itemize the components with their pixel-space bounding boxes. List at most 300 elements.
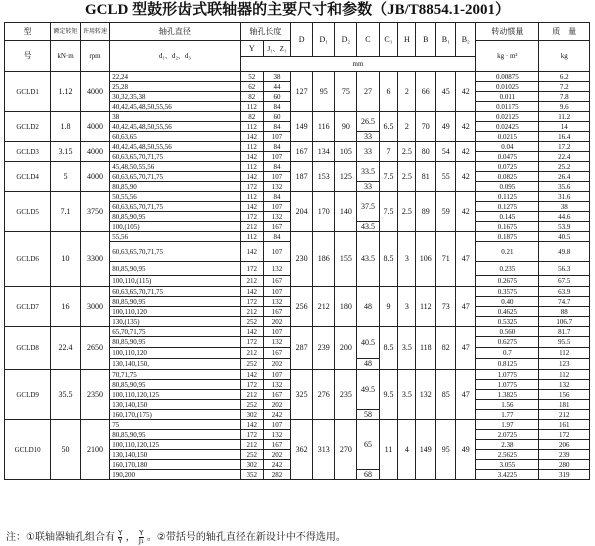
dim-B-cell: 81 [416,162,436,192]
hdr-torque-unit: kN·m [51,41,80,72]
length-j1-cell: 84 [263,232,290,242]
inertia-cell: 0.04 [476,142,539,152]
bore-diameter-cell: 65,70,71,75 [110,327,240,337]
fraction-denominator: J₁ [138,536,144,545]
hdr-speed: 许用转速 [80,23,109,41]
dim-H-cell: 2 [398,72,416,112]
length-j1-cell: 132 [263,182,290,192]
length-j1-cell: 84 [263,192,290,202]
table-row [5,72,590,82]
bore-diameter-cell: 80,85,90,95 [110,262,240,276]
bore-diameter-cell: 22,24 [110,72,240,82]
mass-cell: 212 [539,410,590,420]
torque-cell: 3.15 [51,142,80,162]
dim-D1-cell: 134 [313,142,335,162]
table-row [5,327,590,337]
inertia-cell: 0.02125 [476,112,539,122]
dim-B2-cell: 49 [456,420,476,480]
dim-C-cell: 43.5 [357,232,379,287]
length-j1-cell: 167 [263,222,290,232]
hdr-B1: B₁ [436,23,456,57]
table-row [5,232,590,242]
inertia-cell: 1.97 [476,420,539,430]
inertia-cell: 0.00875 [476,72,539,82]
hdr-speed-unit: rpm [80,41,109,72]
table-row [5,370,590,380]
dim-D-cell: 167 [291,142,313,162]
dimension-table [4,22,590,480]
dim-B2-cell: 42 [456,142,476,162]
footnote-prefix: 注：①联轴器轴孔组合有 [6,532,115,543]
bore-diameter-cell: 60,63,65 [110,132,240,142]
length-y-cell: 142 [240,287,263,297]
length-j1-cell: 107 [263,132,290,142]
torque-cell: 7.1 [51,192,80,232]
inertia-cell: 0.4625 [476,307,539,317]
inertia-cell: 1.0775 [476,380,539,390]
inertia-cell: 0.7 [476,348,539,359]
length-y-cell: 112 [240,142,263,152]
dim-B-cell: 80 [416,142,436,162]
mass-cell: 53.9 [539,222,590,232]
inertia-cell: 0.0825 [476,172,539,182]
mass-cell: 31.6 [539,192,590,202]
hdr-torque: 额定转矩 [51,23,80,41]
length-y-cell: 142 [240,420,263,430]
dim-B-cell: 89 [416,192,436,232]
dim-D1-cell: 170 [313,192,335,232]
mass-cell: 181 [539,400,590,410]
mass-cell: 26.4 [539,172,590,182]
dim-H-cell: 3 [398,287,416,327]
length-y-cell: 52 [240,72,263,82]
hdr-D2: D₂ [335,23,357,57]
inertia-cell: 0.3575 [476,287,539,297]
dim-B1-cell: 95 [436,420,456,480]
dim-D-cell: 187 [291,162,313,192]
length-j1-cell: 132 [263,380,290,390]
inertia-cell: 0.0215 [476,132,539,142]
footnote-suffix: 。②带括号的轴孔直径在新设计中不得选用。 [146,532,346,543]
dim-B1-cell: 55 [436,162,456,192]
mass-cell: 22.4 [539,152,590,162]
length-j1-cell: 107 [263,202,290,212]
mass-cell: 6.2 [539,72,590,82]
dim-C-cell: 33 [357,182,379,192]
mass-cell: 106.7 [539,317,590,327]
hdr-model: 型 [5,23,51,41]
length-j1-cell: 60 [263,92,290,102]
mass-cell: 74.7 [539,297,590,307]
dim-B-cell: 106 [416,232,436,287]
dim-D-cell: 287 [291,327,313,370]
length-y-cell: 172 [240,262,263,276]
dim-D2-cell: 90 [335,112,357,142]
hdr-inertia-unit: kg · m² [476,41,539,72]
length-y-cell: 142 [240,132,263,142]
mass-cell: 95.5 [539,337,590,348]
length-j1-cell: 84 [263,162,290,172]
hdr-length: 轴孔长度 [240,23,290,41]
mass-cell: 35.6 [539,182,590,192]
bore-diameter-cell: 50,55,56 [110,192,240,202]
length-j1-cell: 84 [263,122,290,132]
inertia-cell: 1.56 [476,400,539,410]
length-y-cell: 172 [240,182,263,192]
hdr-bore-sub: d₁、d₂、d₃ [110,41,240,72]
dim-D2-cell: 200 [335,327,357,370]
speed-cell: 4000 [80,142,109,162]
length-y-cell: 252 [240,450,263,460]
length-j1-cell: 167 [263,440,290,450]
bore-diameter-cell: 45,48,50,55,56 [110,162,240,172]
footnote [6,528,346,545]
torque-cell: 35.5 [51,370,80,420]
inertia-cell: 0.2675 [476,276,539,287]
page-title: GCLD 型鼓形齿式联轴器的主要尺寸和参数（JB/T8854.1-2001） [84,2,510,18]
model-cell: GCLD9 [5,370,51,420]
speed-cell: 3750 [80,192,109,232]
dim-D-cell: 362 [291,420,313,480]
dim-B1-cell: 85 [436,370,456,420]
dim-C-cell: 26.5 [357,112,379,132]
dim-D2-cell: 270 [335,420,357,480]
bore-diameter-cell: 80,85,90,95 [110,212,240,222]
dim-B1-cell: 73 [436,287,456,327]
length-j1-cell: 132 [263,430,290,440]
speed-cell: 2350 [80,370,109,420]
length-j1-cell: 107 [263,242,290,262]
dim-B1-cell: 54 [436,142,456,162]
inertia-cell: 3.4225 [476,470,539,480]
mass-cell: 132 [539,380,590,390]
dim-H-cell: 2 [398,112,416,142]
inertia-cell: 0.01175 [476,102,539,112]
length-j1-cell: 132 [263,337,290,348]
dim-H-cell: 4 [398,420,416,480]
dim-B1-cell: 45 [436,72,456,112]
hdr-D1: D₁ [313,23,335,57]
model-cell: GCLD10 [5,420,51,480]
dim-B-cell: 70 [416,112,436,142]
length-y-cell: 112 [240,192,263,202]
inertia-cell: 0.011 [476,92,539,102]
speed-cell: 3300 [80,232,109,287]
dim-D-cell: 127 [291,72,313,112]
mass-cell: 16.4 [539,132,590,142]
footnote-comma: ， [125,532,136,543]
inertia-cell: 0.6275 [476,337,539,348]
length-y-cell: 142 [240,152,263,162]
fraction-y-y [118,530,122,545]
dim-C1-cell: 9.5 [379,370,398,420]
dim-D-cell: 325 [291,370,313,420]
length-j1-cell: 38 [263,72,290,82]
mass-cell: 112 [539,348,590,359]
model-cell: GCLD1 [5,72,51,112]
length-j1-cell: 167 [263,307,290,317]
inertia-cell: 0.145 [476,212,539,222]
dim-C-cell: 65 [357,420,379,470]
length-y-cell: 62 [240,82,263,92]
dim-H-cell: 3.5 [398,370,416,420]
length-y-cell: 112 [240,122,263,132]
mass-cell: 112 [539,370,590,380]
hdr-mass-unit: kg [539,41,590,72]
length-y-cell: 142 [240,242,263,262]
dim-D1-cell: 212 [313,287,335,327]
dim-D1-cell: 95 [313,72,335,112]
inertia-cell: 3.055 [476,460,539,470]
bore-diameter-cell: 70,71,75 [110,370,240,380]
dim-B1-cell: 71 [436,232,456,287]
mass-cell: 206 [539,440,590,450]
hdr-C1: C₁ [379,23,398,57]
inertia-cell: 0.1275 [476,202,539,212]
mass-cell: 9.6 [539,102,590,112]
table-row [5,287,590,297]
length-y-cell: 252 [240,359,263,370]
torque-cell: 22.4 [51,327,80,370]
dim-H-cell: 2.5 [398,142,416,162]
mass-cell: 81.7 [539,327,590,337]
length-y-cell: 172 [240,380,263,390]
inertia-cell: 0.1875 [476,232,539,242]
mass-cell: 40.5 [539,232,590,242]
length-y-cell: 142 [240,327,263,337]
model-cell: GCLD3 [5,142,51,162]
length-j1-cell: 107 [263,152,290,162]
length-y-cell: 212 [240,307,263,317]
inertia-cell: 1.3825 [476,390,539,400]
mass-cell: 11.2 [539,112,590,122]
length-j1-cell: 132 [263,212,290,222]
dim-C1-cell: 8.5 [379,232,398,287]
dim-D1-cell: 239 [313,327,335,370]
length-j1-cell: 202 [263,450,290,460]
bore-diameter-cell: 60,63,65,70,71,75 [110,242,240,262]
mass-cell: 25.2 [539,162,590,172]
dim-D2-cell: 125 [335,162,357,192]
mass-cell: 239 [539,450,590,460]
dim-B2-cell: 47 [456,327,476,370]
mass-cell: 14 [539,122,590,132]
inertia-cell: 0.5325 [476,317,539,327]
inertia-cell: 2.0725 [476,430,539,440]
dim-D1-cell: 186 [313,232,335,287]
dim-D1-cell: 153 [313,162,335,192]
dim-C1-cell: 8.5 [379,327,398,370]
length-y-cell: 172 [240,430,263,440]
dim-C1-cell: 9 [379,287,398,327]
length-y-cell: 142 [240,370,263,380]
length-y-cell: 302 [240,410,263,420]
length-j1-cell: 282 [263,470,290,480]
length-y-cell: 172 [240,212,263,222]
table-row [5,192,590,202]
length-y-cell: 82 [240,112,263,122]
mass-cell: 172 [539,430,590,440]
length-y-cell: 252 [240,317,263,327]
bore-diameter-cell: 190,200 [110,470,240,480]
dim-D2-cell: 180 [335,287,357,327]
length-j1-cell: 107 [263,172,290,182]
dim-D2-cell: 140 [335,192,357,232]
mass-cell: 156 [539,390,590,400]
mass-cell: 7.2 [539,82,590,92]
dim-C-cell: 33 [357,142,379,162]
hdr-B: B [416,23,436,57]
mass-cell: 38 [539,202,590,212]
dim-D2-cell: 75 [335,72,357,112]
dim-C-cell: 33 [357,132,379,142]
length-j1-cell: 107 [263,327,290,337]
torque-cell: 50 [51,420,80,480]
length-j1-cell: 242 [263,460,290,470]
length-j1-cell: 84 [263,102,290,112]
inertia-cell: 0.21 [476,242,539,262]
length-j1-cell: 60 [263,112,290,122]
table-row [5,162,590,172]
length-j1-cell: 167 [263,348,290,359]
model-cell: GCLD2 [5,112,51,142]
inertia-cell: 0.0725 [476,162,539,172]
dim-B-cell: 112 [416,287,436,327]
bore-diameter-cell: 160,170,180 [110,460,240,470]
length-j1-cell: 202 [263,359,290,370]
length-y-cell: 112 [240,162,263,172]
dim-C1-cell: 6 [379,72,398,112]
hdr-B2: B₂ [456,23,476,57]
fraction-numerator: Y [118,528,123,537]
inertia-cell: 0.8125 [476,359,539,370]
dim-B2-cell: 42 [456,192,476,232]
dim-C-cell: 48 [357,287,379,327]
hdr-J1Z1: J₁、Z₁ [263,41,290,57]
bore-diameter-cell: 60,63,65,70,71,75 [110,152,240,162]
bore-diameter-cell: 40,42,45,48,50,55,56 [110,142,240,152]
dim-B2-cell: 47 [456,287,476,327]
bore-diameter-cell: 100,110,120 [110,307,240,317]
hdr-mm: mm [240,57,476,72]
length-y-cell: 352 [240,470,263,480]
mass-cell: 161 [539,420,590,430]
dim-H-cell: 2.5 [398,162,416,192]
dim-D1-cell: 313 [313,420,335,480]
dim-B2-cell: 47 [456,370,476,420]
bore-diameter-cell: 80,85,90,95 [110,297,240,307]
bore-diameter-cell: 40,42,45,48,50,55,56 [110,102,240,112]
dim-B1-cell: 49 [436,112,456,142]
bore-diameter-cell: 130,140,150 [110,400,240,410]
dim-D2-cell: 105 [335,142,357,162]
table-body [5,72,590,480]
inertia-cell: 0.1675 [476,222,539,232]
mass-cell: 88 [539,307,590,317]
speed-cell: 2650 [80,327,109,370]
mass-cell: 123 [539,359,590,370]
length-j1-cell: 167 [263,276,290,287]
dim-H-cell: 2.5 [398,192,416,232]
dim-B-cell: 149 [416,420,436,480]
dim-C1-cell: 6.5 [379,112,398,142]
length-y-cell: 302 [240,460,263,470]
length-y-cell: 82 [240,92,263,102]
bore-diameter-cell: 100,110,120 [110,348,240,359]
length-y-cell: 212 [240,276,263,287]
dim-B-cell: 66 [416,72,436,112]
torque-cell: 16 [51,287,80,327]
hdr-Y: Y [240,41,263,57]
length-j1-cell: 44 [263,82,290,92]
bore-diameter-cell: 38 [110,112,240,122]
table-row [5,142,590,152]
bore-diameter-cell: 160,170,(175) [110,410,240,420]
hdr-D: D [291,23,313,57]
bore-diameter-cell: 80,85,90,95 [110,337,240,348]
table-row [5,420,590,430]
dim-D2-cell: 155 [335,232,357,287]
length-j1-cell: 107 [263,287,290,297]
mass-cell: 63.9 [539,287,590,297]
inertia-cell: 0.1125 [476,192,539,202]
dim-C-cell: 40.5 [357,327,379,359]
dim-D1-cell: 276 [313,370,335,420]
length-y-cell: 172 [240,297,263,307]
speed-cell: 3000 [80,287,109,327]
inertia-cell: 0.560 [476,327,539,337]
length-j1-cell: 84 [263,142,290,152]
dim-D1-cell: 116 [313,112,335,142]
dim-D-cell: 204 [291,192,313,232]
hdr-C: C [357,23,379,57]
torque-cell: 1.12 [51,72,80,112]
length-j1-cell: 107 [263,420,290,430]
dim-H-cell: 3.5 [398,327,416,370]
hdr-model2: 号 [5,41,51,72]
inertia-cell: 2.38 [476,440,539,450]
inertia-cell: 2.5625 [476,450,539,460]
dim-B1-cell: 82 [436,327,456,370]
length-j1-cell: 202 [263,317,290,327]
torque-cell: 1.8 [51,112,80,142]
inertia-cell: 0.0475 [476,152,539,162]
mass-cell: 49.8 [539,242,590,262]
length-y-cell: 112 [240,102,263,112]
length-j1-cell: 132 [263,262,290,276]
torque-cell: 10 [51,232,80,287]
dim-B-cell: 132 [416,370,436,420]
length-y-cell: 142 [240,202,263,212]
hdr-mass: 质 量 [539,23,590,41]
hdr-bore: 轴孔直径 [110,23,240,41]
dim-C1-cell: 11 [379,420,398,480]
torque-cell: 5 [51,162,80,192]
length-y-cell: 212 [240,222,263,232]
model-cell: GCLD5 [5,192,51,232]
bore-diameter-cell: 25,28 [110,82,240,92]
length-y-cell: 212 [240,348,263,359]
mass-cell: 44.6 [539,212,590,222]
bore-diameter-cell: 130,(135) [110,317,240,327]
dim-C1-cell: 7 [379,142,398,162]
table-row [5,112,590,122]
bore-diameter-cell: 60,63,65,70,71,75 [110,172,240,182]
dim-C-cell: 37.5 [357,192,379,222]
dim-C-cell: 49.5 [357,370,379,410]
hdr-inertia: 转动惯量 [476,23,539,41]
dim-D2-cell: 235 [335,370,357,420]
